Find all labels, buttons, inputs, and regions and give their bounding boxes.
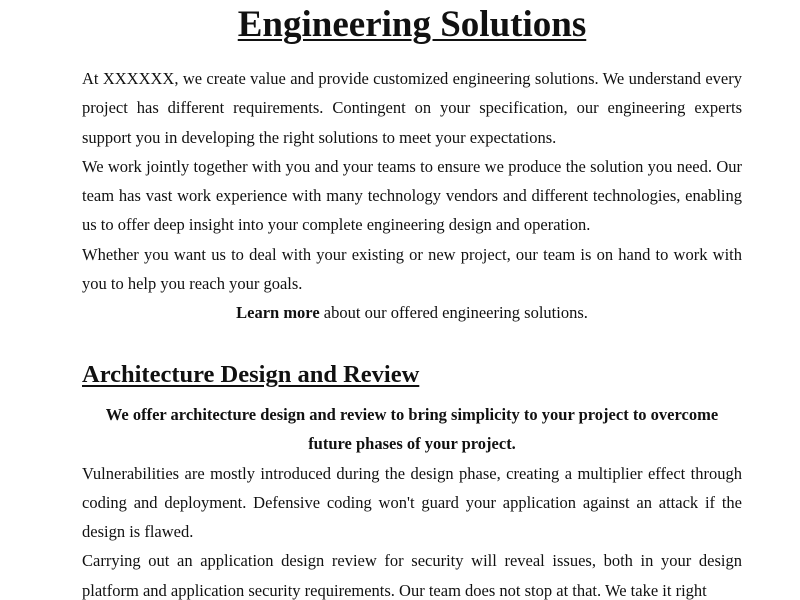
intro-paragraph: Whether you want us to deal with your existing or new project, our team is on hand to work with you to help you reach your goals. xyxy=(82,244,742,294)
learn-more-link[interactable]: Learn more xyxy=(236,303,320,323)
section-lead: We offer architecture design and review to bring simplicity to your project to overcome future phases of your project. xyxy=(105,405,719,454)
section-paragraph: Carrying out an application design review for security will reveal issues, both in your design platform and application security requirements. Our team does not stop at that. We take it right xyxy=(82,551,742,600)
learn-more-line xyxy=(82,298,742,327)
learn-more-text: about our offered engineering solutions. xyxy=(319,303,588,323)
intro-paragraph: We work jointly together with you and your teams to ensure we produce the solution you need. Our team has vast work experience with many technology vendors and different technologies, enabling us to offer deep insight into your complete engineering design and operation. xyxy=(82,156,742,235)
section-body xyxy=(82,400,742,600)
document-title: Engineering Solutions xyxy=(237,4,587,45)
section-paragraph: Vulnerabilities are mostly introduced during the design phase, creating a multiplier effect through coding and deployment. Defensive coding won't guard your application against an attack if the design is flawed. xyxy=(82,463,742,542)
intro-section xyxy=(82,64,742,328)
section-heading: Architecture Design and Review xyxy=(82,361,420,388)
intro-paragraph: At XXXXXX, we create value and provide customized engineering solutions. We understand every project has different requirements. Contingent on your specification, our engineering experts support you in developing the right solutions to meet your expectations. xyxy=(82,69,742,147)
